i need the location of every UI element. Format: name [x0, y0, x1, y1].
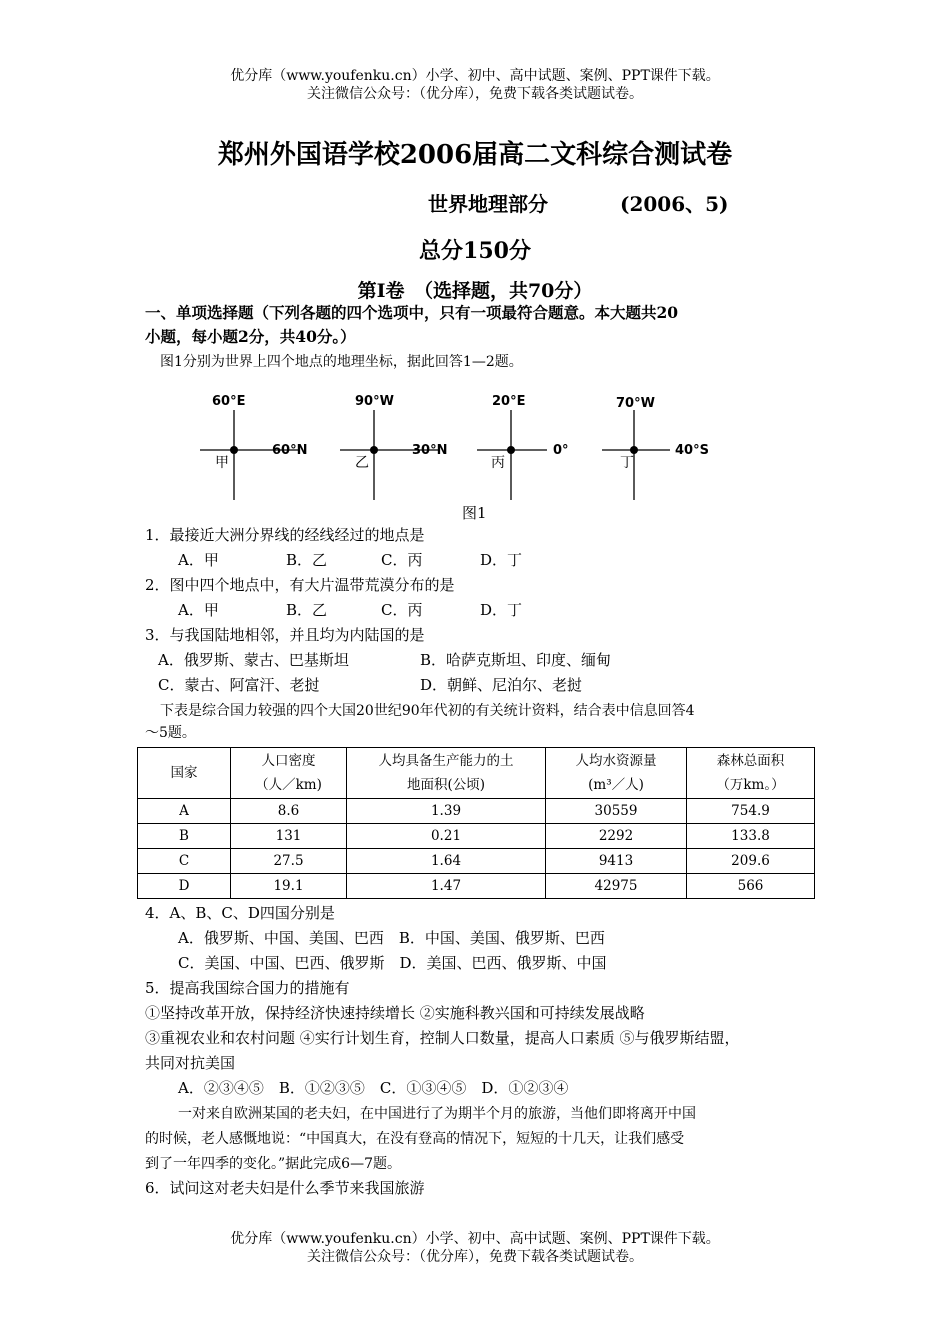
coord-point-jia — [200, 394, 307, 500]
table-cell: 27.5 — [231, 849, 347, 874]
exam-total: 总分150分 — [419, 238, 531, 264]
figure-caption: 图1 — [462, 504, 487, 522]
coord-point-bing — [477, 394, 569, 500]
table-header-cell: 森林总面积 （万km。） — [687, 748, 815, 799]
table-cell: 30559 — [546, 799, 687, 824]
coord-lon: 20°E — [492, 394, 526, 409]
q1-option-b: B．乙 — [286, 551, 328, 569]
q1-option-c: C．丙 — [381, 551, 423, 569]
table-row — [138, 849, 815, 874]
q3-option-a: A．俄罗斯、蒙古、巴基斯坦 — [158, 651, 349, 669]
coord-lat: 60°N — [272, 443, 308, 458]
table-cell: 131 — [231, 824, 347, 849]
table-row — [138, 799, 815, 824]
table-cell: 754.9 — [687, 799, 815, 824]
exam-date: (2006、5) — [620, 192, 729, 216]
figure-intro: 图1分别为世界上四个地点的地理坐标，据此回答1—2题。 — [160, 354, 523, 370]
story-line-3: 到了一年四季的变化。”据此完成6—7题。 — [145, 1156, 401, 1172]
coord-lon: 60°E — [212, 394, 246, 409]
q4-options-ab: A．俄罗斯、中国、美国、巴西 B．中国、美国、俄罗斯、巴西 — [178, 929, 605, 947]
coord-point-name: 乙 — [355, 455, 369, 471]
coord-point-yi — [340, 394, 447, 500]
question-6: 6．试问这对老夫妇是什么季节来我国旅游 — [145, 1179, 425, 1197]
q4-options-cd: C．美国、中国、巴西、俄罗斯 D．美国、巴西、俄罗斯、中国 — [178, 954, 607, 972]
table-cell: 1.47 — [347, 874, 546, 899]
q3-option-b: B．哈萨克斯坦、印度、缅甸 — [420, 651, 612, 669]
q3-option-d: D．朝鲜、尼泊尔、老挝 — [420, 676, 583, 694]
table-cell: C — [138, 849, 231, 874]
coord-point-name: 丙 — [491, 455, 505, 471]
question-3: 3．与我国陆地相邻，并且均为内陆国的是 — [145, 626, 425, 644]
table-row — [138, 824, 815, 849]
q2-option-c: C．丙 — [381, 601, 423, 619]
table-cell: 42975 — [546, 874, 687, 899]
table-header-cell: 国家 — [138, 748, 231, 799]
question-5: 5．提高我国综合国力的措施有 — [145, 979, 350, 997]
q2-option-d: D．丁 — [480, 601, 523, 619]
table-header-cell: 人均水资源量 (m³／人) — [546, 748, 687, 799]
figure-1-coordinates — [190, 385, 730, 510]
table-cell: 8.6 — [231, 799, 347, 824]
table-cell: A — [138, 799, 231, 824]
table-cell: 1.64 — [347, 849, 546, 874]
q5-measures-1: ①坚持改革开放，保持经济快速持续增长 ②实施科教兴国和可持续发展战略 — [145, 1004, 645, 1022]
section-instruction-1: 一、单项选择题（下列各题的四个选项中，只有一项最符合题意。本大题共20 — [145, 303, 679, 322]
q1-option-a: A．甲 — [178, 551, 219, 569]
table-cell: 1.39 — [347, 799, 546, 824]
table-cell: D — [138, 874, 231, 899]
question-1: 1．最接近大洲分界线的经线经过的地点是 — [145, 526, 425, 544]
table-cell: 566 — [687, 874, 815, 899]
coord-point-name: 丁 — [620, 455, 634, 471]
table-header-cell: 人均具备生产能力的土 地面积(公顷) — [347, 748, 546, 799]
coord-point-name: 甲 — [215, 455, 229, 471]
table-cell: 209.6 — [687, 849, 815, 874]
footer-line-1: 优分库（www.youfenku.cn）小学、初中、高中试题、案例、PPT课件下载。 — [230, 1231, 720, 1247]
q5-measures-3: 共同对抗美国 — [145, 1054, 236, 1072]
table-cell: 0.21 — [347, 824, 546, 849]
table-intro-2: ～5题。 — [145, 725, 196, 741]
volume-heading: 第Ⅰ卷 （选择题，共70分） — [357, 280, 593, 302]
table-cell: 2292 — [546, 824, 687, 849]
coord-lat: 30°N — [412, 443, 448, 458]
table-cell: 9413 — [546, 849, 687, 874]
q2-option-a: A．甲 — [178, 601, 219, 619]
story-line-2: 的时候，老人感慨地说：“中国真大，在没有登高的情况下，短短的十几天，让我们感受 — [145, 1131, 685, 1147]
question-2: 2．图中四个地点中，有大片温带荒漠分布的是 — [145, 576, 455, 594]
header-line-1: 优分库（www.youfenku.cn）小学、初中、高中试题、案例、PPT课件下载。 — [230, 68, 720, 84]
coord-lon: 90°W — [355, 394, 394, 409]
table-cell: 133.8 — [687, 824, 815, 849]
coord-point-ding — [602, 396, 709, 500]
coord-lat: 40°S — [675, 443, 709, 458]
header-line-2: 关注微信公众号：（优分库），免费下载各类试题试卷。 — [307, 86, 643, 102]
question-4: 4．A、B、C、D四国分别是 — [145, 904, 335, 922]
coord-lat: 0° — [553, 443, 569, 458]
section-instruction-2: 小题，每小题2分，共40分。） — [145, 327, 356, 346]
table-cell: B — [138, 824, 231, 849]
q3-option-c: C．蒙古、阿富汗、老挝 — [158, 676, 320, 694]
table-header-cell: 人口密度 （人／km) — [231, 748, 347, 799]
q1-option-d: D．丁 — [480, 551, 523, 569]
q5-options: A．②③④⑤ B．①②③⑤ C．①③④⑤ D．①②③④ — [178, 1079, 569, 1097]
table-cell: 19.1 — [231, 874, 347, 899]
table-intro-1: 下表是综合国力较强的四个大国20世纪90年代初的有关统计资料，结合表中信息回答4 — [160, 703, 695, 719]
q5-measures-2: ③重视农业和农村问题 ④实行计划生育，控制人口数量，提高人口素质 ⑤与俄罗斯结盟， — [145, 1029, 740, 1047]
statistics-table — [137, 747, 815, 899]
coord-lon: 70°W — [616, 396, 655, 411]
exam-subtitle: 世界地理部分 — [428, 192, 548, 216]
table-header-row — [138, 748, 815, 799]
table-row — [138, 874, 815, 899]
story-line-1: 一对来自欧洲某国的老夫妇，在中国进行了为期半个月的旅游，当他们即将离开中国 — [178, 1106, 696, 1122]
footer-line-2: 关注微信公众号：（优分库），免费下载各类试题试卷。 — [307, 1249, 643, 1265]
q2-option-b: B．乙 — [286, 601, 328, 619]
exam-title: 郑州外国语学校2006届高二文科综合测试卷 — [217, 140, 733, 170]
